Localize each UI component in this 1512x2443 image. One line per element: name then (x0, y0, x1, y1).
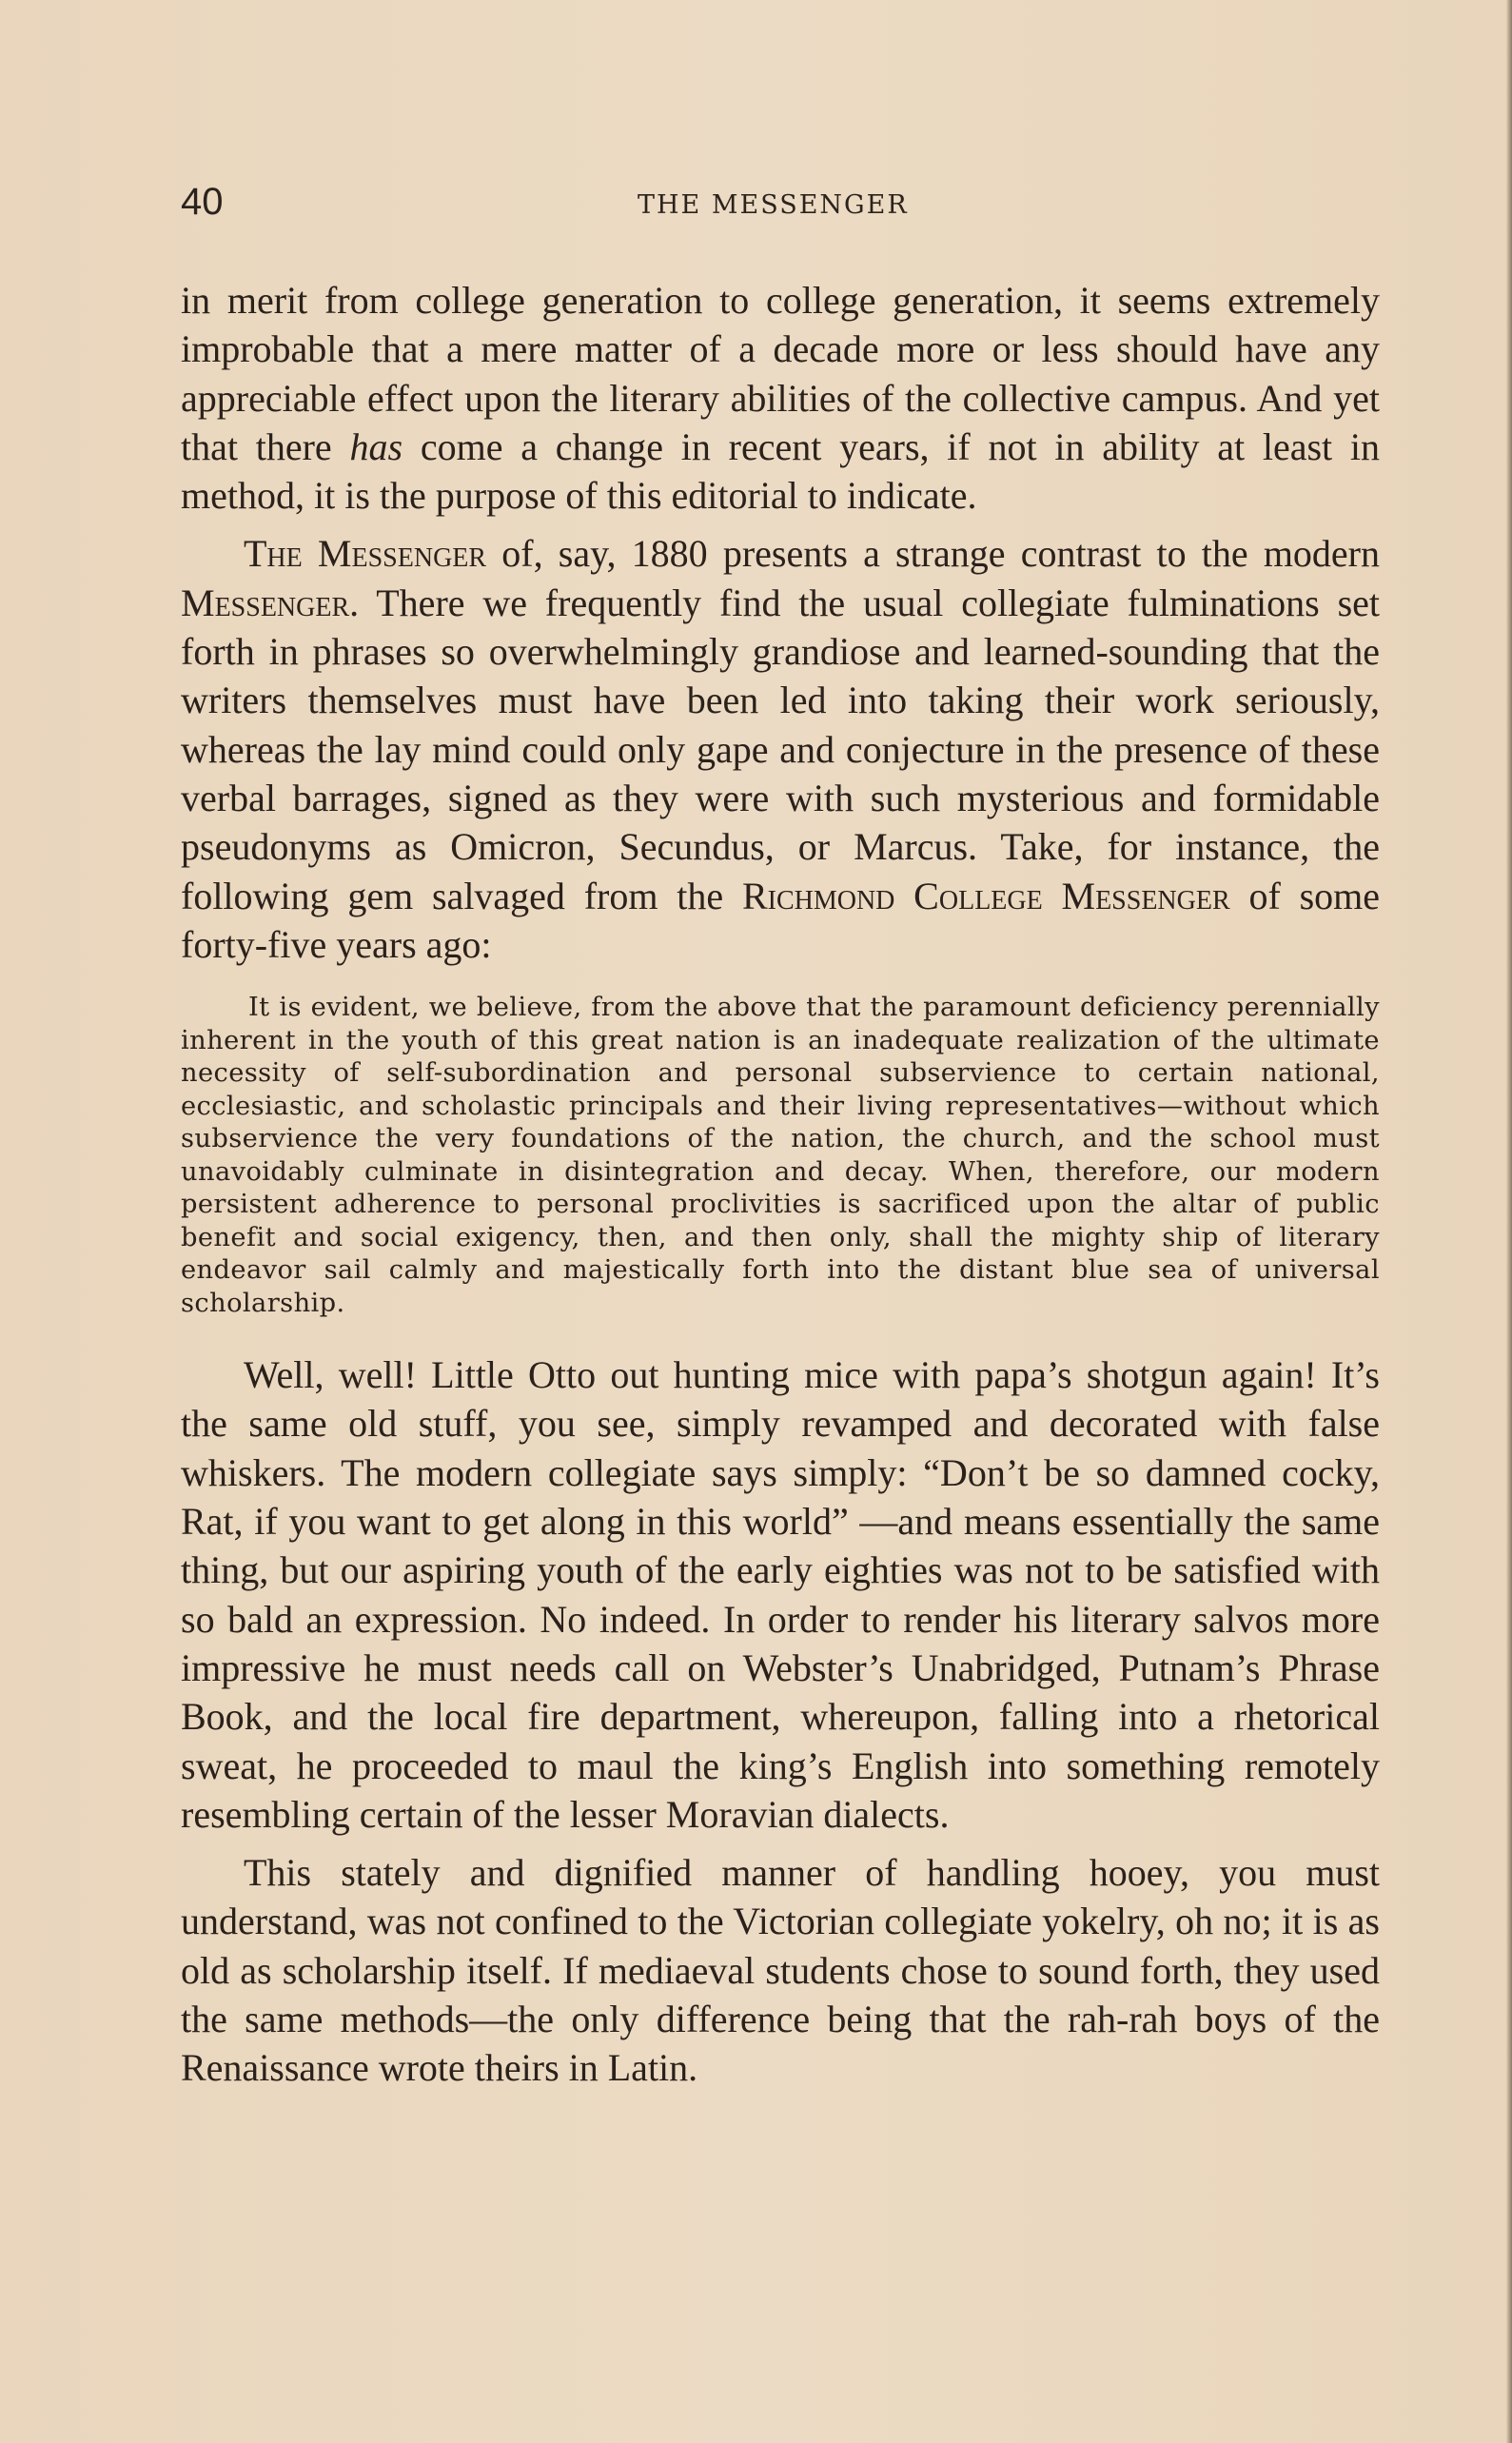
p1-text: in merit from college generation to college generation, it seems extremely improbable that a mere matter of a decade more or less should have any appreciable effect upon the literary abilities of the collective campus. And yet that there (181, 279, 1380, 468)
page-body (181, 276, 1380, 2102)
p1-emphasis: has (349, 424, 403, 468)
p2-smallcaps-1: The Messenger (244, 532, 487, 576)
paragraph-2 (181, 529, 1380, 969)
p1-text-end: come a change in recent years, if not in ability at least in method, it is the purpose of this editorial to indicate. (181, 424, 1381, 518)
running-head: THE MESSENGER (638, 190, 909, 220)
paragraph-1 (181, 276, 1380, 520)
block-quote: It is evident, we believe, from the above that the paramount deficiency perennially inherent in the youth of this great nation is an inadequate realization of the ultimate necessity of self-subordination and personal subservience to certain national, ecclesiastic, and scholastic principals and their living representatives—without which subservience the very foundations of the nation, the church, and the school must unavoidably culminate in disintegration and decay. When, therefore, our modern persistent adherence to personal proclivities is sacrificed upon the altar of public benefit and social exigency, then, and then only, shall the mighty ship of literary endeavor sail calmly and majestically forth into the distant blue sea of universal scholarship. (181, 993, 1380, 1318)
paragraph-4: This stately and dignified manner of handling hooey, you must understand, was not confined to the Victorian collegiate yokelry, oh no; it is as old as scholarship itself. If mediaeval students chose to sound forth, they used the same methods—the only difference being that the rah-rah boys of the Renaissance wrote theirs in Latin. (181, 1851, 1380, 2090)
p2-text-b: There we frequently find the usual collegiate fulminations set forth in phrases so overwhelmingly grandiose and learned-sounding that the writers themselves must have been led into taking their work seriously, whereas the lay mind could only gape and conjecture in the presence of these verbal barrages, signed as they were with such mysterious and formidable pseudonyms as Omicron, Secundus, or Marcus. Take, for instance, the following gem salvaged from the (181, 581, 1380, 917)
p2-text-a: of, say, 1880 presents a strange contrast to the modern (501, 532, 1381, 576)
p2-smallcaps-3: Richmond College Messenger (741, 874, 1230, 917)
p2-text-c: of some forty-five years ago: (181, 874, 1380, 966)
p2-smallcaps-2: Messenger. (181, 581, 360, 624)
page-header (181, 181, 1380, 228)
page-edge (1506, 0, 1512, 2443)
paragraph-3: Well, well! Little Otto out hunting mice with papa’s shotgun again! It’s the same old stuff, you see, simply revamped and decorated with false whiskers. The modern collegiate says simply: “Don’t be so damned cocky, Rat, if you want to get along in this world” —and means essentially the same thing, but our aspiring youth of the early eighties was not to be satisfied with so bald an expression. No indeed. In order to render his literary salvos more impressive he must needs call on Webster’s Unabridged, Putnam’s Phrase Book, and the local fire department, whereupon, falling into a rhetorical sweat, he proceeded to maul the king’s English into something remotely resembling certain of the lesser Moravian dialects. (181, 1353, 1380, 1836)
page-number: 40 (181, 181, 224, 223)
